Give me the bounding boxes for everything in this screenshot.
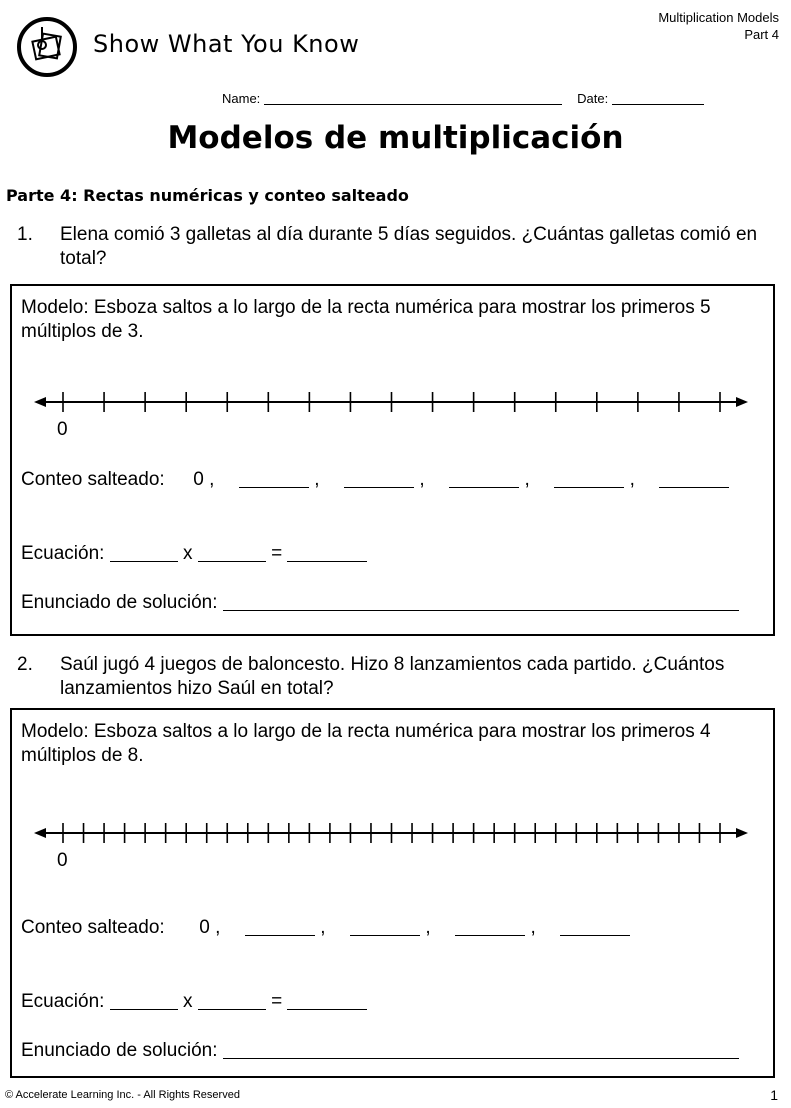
number-line[interactable] <box>0 821 791 845</box>
equals-sign: = <box>271 991 283 1012</box>
question-number: 1. <box>17 224 33 245</box>
page-number: 1 <box>770 1087 778 1103</box>
equation-blank[interactable] <box>198 1009 266 1010</box>
skip-count-blank[interactable] <box>350 935 420 936</box>
solution-label: Enunciado de solución: <box>21 1040 218 1061</box>
question-text: Saúl jugó 4 juegos de baloncesto. Hizo 8 lanzamientos cada partido. ¿Cuántos lanzamientos hizo Saúl en total? <box>60 654 725 699</box>
skip-count-blank[interactable] <box>449 487 519 488</box>
equation-blank[interactable] <box>198 561 266 562</box>
number-line-zero: 0 <box>57 850 68 871</box>
logo-icon <box>21 21 73 73</box>
name-label: Name: <box>222 91 261 106</box>
document-meta <box>658 9 779 43</box>
skip-count-blank[interactable] <box>560 935 630 936</box>
brand-name: Show What You Know <box>93 30 360 58</box>
equation-blank[interactable] <box>110 561 178 562</box>
model-instructions: Modelo: Esboza saltos a lo largo de la recta numérica para mostrar los primeros 4 múltiplos de 8. <box>21 721 711 766</box>
skip-count-row: Conteo salteado: 0 , , , , <box>21 917 630 939</box>
skip-count-blank[interactable] <box>455 935 525 936</box>
name-field[interactable] <box>264 104 562 105</box>
skip-count-row: Conteo salteado: 0 , , , , , <box>21 469 729 491</box>
question-text: Elena comió 3 galletas al día durante 5 días seguidos. ¿Cuántas galletas comió en total? <box>60 224 758 269</box>
equation-row <box>21 991 367 1013</box>
equation-blank[interactable] <box>287 1009 367 1010</box>
copyright: © Accelerate Learning Inc. - All Rights Reserved <box>5 1089 240 1101</box>
page-title: Modelos de multiplicación <box>167 120 624 156</box>
arrow-right-icon <box>736 397 748 407</box>
solution-row <box>21 1040 739 1062</box>
arrow-left-icon <box>34 828 46 838</box>
solution-blank[interactable] <box>223 1058 739 1059</box>
skip-count-blank[interactable] <box>239 487 309 488</box>
equation-blank[interactable] <box>287 561 367 562</box>
skip-count-blank[interactable] <box>554 487 624 488</box>
meta-part: Part 4 <box>744 27 779 42</box>
skip-count-blank[interactable] <box>344 487 414 488</box>
logo <box>17 17 77 77</box>
number-line[interactable] <box>0 390 791 414</box>
skip-count-blank[interactable] <box>659 487 729 488</box>
skip-count-start: 0 <box>193 469 204 490</box>
solution-row <box>21 592 739 614</box>
arrow-left-icon <box>34 397 46 407</box>
skip-count-start: 0 <box>199 917 210 938</box>
equation-label: Ecuación: <box>21 543 105 564</box>
times-sign: x <box>183 991 193 1012</box>
solution-blank[interactable] <box>223 610 739 611</box>
solution-label: Enunciado de solución: <box>21 592 218 613</box>
meta-title: Multiplication Models <box>658 10 779 25</box>
equals-sign: = <box>271 543 283 564</box>
skip-count-blank[interactable] <box>245 935 315 936</box>
arrow-right-icon <box>736 828 748 838</box>
equation-blank[interactable] <box>110 1009 178 1010</box>
date-field[interactable] <box>612 104 704 105</box>
number-line-zero: 0 <box>57 419 68 440</box>
equation-row <box>21 543 367 565</box>
date-label: Date: <box>577 91 609 106</box>
name-date-line <box>222 91 704 106</box>
model-instructions: Modelo: Esboza saltos a lo largo de la recta numérica para mostrar los primeros 5 múltiplos de 3. <box>21 297 711 342</box>
question-number: 2. <box>17 654 33 675</box>
times-sign: x <box>183 543 193 564</box>
skip-count-label: Conteo salteado: <box>21 469 165 490</box>
equation-label: Ecuación: <box>21 991 105 1012</box>
skip-count-label: Conteo salteado: <box>21 917 165 938</box>
part-title: Parte 4: Rectas numéricas y conteo salteado <box>6 186 409 205</box>
